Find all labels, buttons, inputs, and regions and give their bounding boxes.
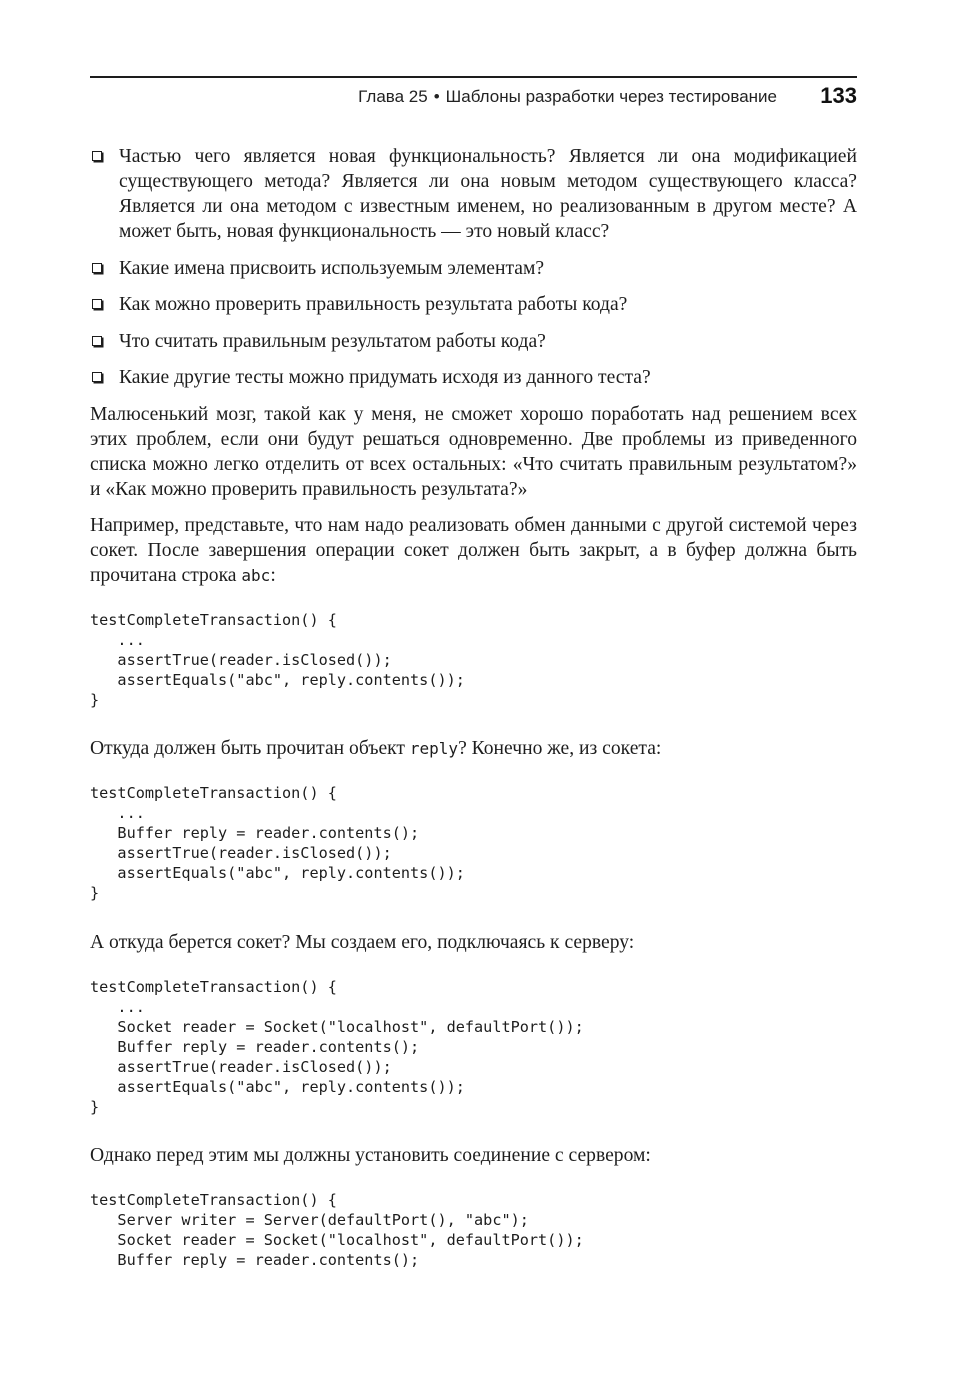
code-line: assertEquals("abc", reply.contents()); [90,670,465,689]
code-line: assertTrue(reader.isClosed()); [90,650,392,669]
code-line: assertTrue(reader.isClosed()); [90,844,392,863]
checkbox-bullet-icon [92,372,102,382]
code-line: } [90,1098,100,1117]
code-line: } [90,690,100,709]
paragraph-small-brain: Малюсенький мозг, такой как у меня, не сможет хорошо поработать над решением всех этих проблем, если они будут решаться одновременно. Две проблемы из приведенного списка можно легко отделить от всех остальных: «Что считать правильным результатом?» и «Как можно проверить правильность результата?» [90,403,857,500]
code-line: ... [90,630,145,649]
code-block-4 [90,1190,857,1270]
paragraph-socket-example: Например, представьте, что нам надо реализовать обмен данными с другой системой через сокет. После завершения операции сокет должен быть закрыт, а в буфер должна быть прочитана строка abc: [90,514,857,586]
checkbox-bullet-icon [92,299,102,309]
paragraph-reply-source: Откуда должен быть прочитан объект reply? Конечно же, из сокета: [90,737,662,759]
code-line: testCompleteTransaction() { [90,783,337,802]
code-line: testCompleteTransaction() { [90,977,337,996]
header-separator: • [433,87,440,106]
code-line: ... [90,997,145,1016]
inline-code-abc: abc [241,565,271,585]
list-item: Как можно проверить правильность результата работы кода? [90,292,857,317]
checkbox-bullet-icon [92,151,102,161]
code-line: ... [90,804,145,823]
chapter-label: Глава 25 [358,87,428,106]
code-line: Server writer = Server(defaultPort(), "abc"); [90,1211,529,1230]
running-header [90,76,857,118]
code-line: Socket reader = Socket("localhost", defaultPort()); [90,1231,584,1250]
question-list [90,144,857,390]
code-line: Socket reader = Socket("localhost", defaultPort()); [90,1017,584,1036]
list-item: Что считать правильным результатом работы кода? [90,329,857,354]
running-header-title [358,87,777,107]
checkbox-bullet-icon [92,336,102,346]
code-line: assertTrue(reader.isClosed()); [90,1057,392,1076]
list-item: Какие имена присвоить используемым элементам? [90,256,857,281]
page-body [90,144,857,1297]
code-block-2 [90,783,857,904]
inline-code-reply: reply [409,738,459,758]
code-block-1 [90,610,857,710]
list-item: Какие другие тесты можно придумать исходя из данного теста? [90,365,857,390]
paragraph-server-connection: Однако перед этим мы должны установить соединение с сервером: [90,1145,651,1167]
code-block-3 [90,977,857,1118]
list-item: Частью чего является новая функциональность? Является ли она модификацией существующего метода? Является ли она новым методом существующего класса? Является ли она методом с известным именем, но реализованным в другом месте? А может быть, новая функциональность — это новый класс? [90,144,857,244]
code-line: testCompleteTransaction() { [90,610,337,629]
page-number: 133 [820,83,857,108]
code-line: assertEquals("abc", reply.contents()); [90,864,465,883]
code-line: testCompleteTransaction() { [90,1191,337,1210]
checkbox-bullet-icon [92,263,102,273]
code-line: Buffer reply = reader.contents(); [90,1037,420,1056]
chapter-title: Шаблоны разработки через тестирование [445,87,777,106]
paragraph-socket-origin: А откуда берется сокет? Мы создаем его, подключаясь к серверу: [90,931,635,953]
code-line: Buffer reply = reader.contents(); [90,824,420,843]
code-line: Buffer reply = reader.contents(); [90,1251,420,1270]
code-line: } [90,884,100,903]
code-line: assertEquals("abc", reply.contents()); [90,1078,465,1096]
